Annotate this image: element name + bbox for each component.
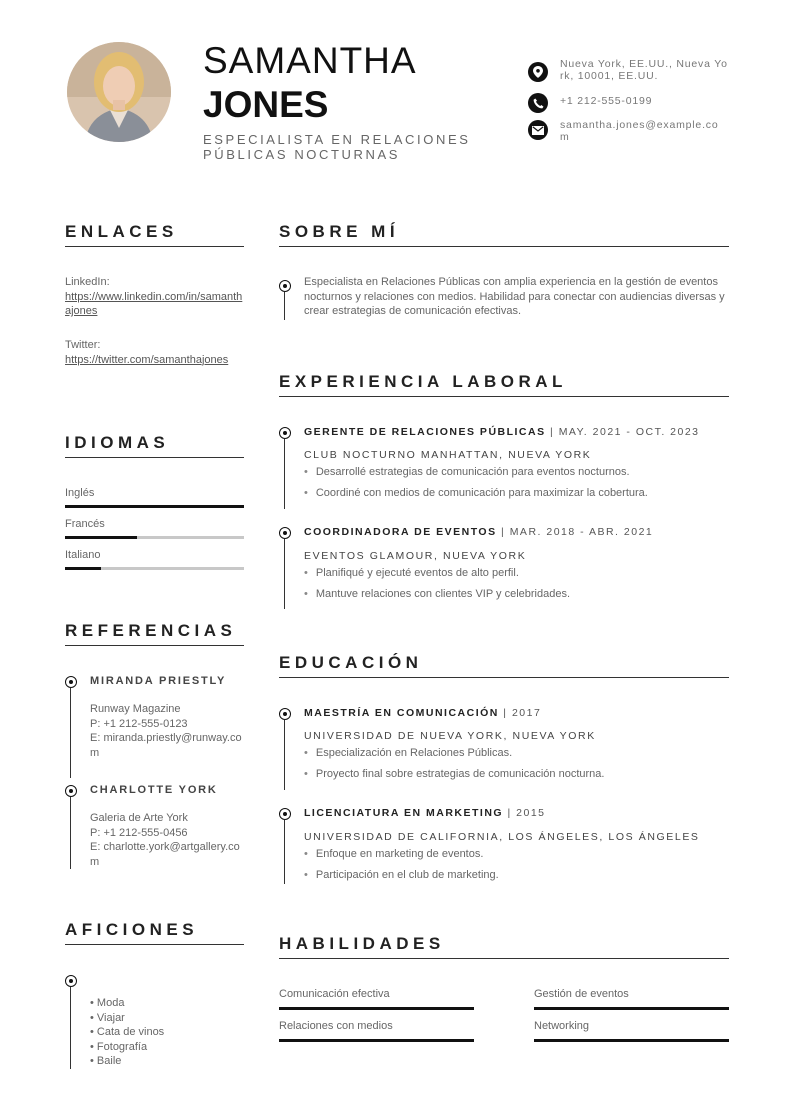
- about-heading: SOBRE MÍ: [279, 222, 400, 241]
- skill-label: Relaciones con medios: [279, 1020, 393, 1032]
- divider: [65, 944, 244, 945]
- experience-bullet: • Desarrollé estrategias de comunicación para eventos nocturnos.: [304, 466, 630, 479]
- language-bar: [65, 505, 244, 508]
- education-date: 2017: [511, 707, 542, 719]
- education-header: [304, 707, 541, 720]
- education-date: 2015: [516, 807, 546, 819]
- timeline-marker: [279, 427, 291, 439]
- reference-email: E: charlotte.york@artgallery.com: [90, 841, 240, 868]
- experience-heading: EXPERIENCIA LABORAL: [279, 372, 567, 391]
- references-heading: REFERENCIAS: [65, 621, 237, 640]
- timeline-line: [70, 987, 71, 1069]
- divider: [279, 958, 729, 959]
- timeline-marker: [65, 676, 77, 688]
- contact-phone-text: +1 212-555-0199: [560, 95, 653, 107]
- location-pin-icon: [528, 62, 548, 82]
- reference-details: [90, 811, 245, 869]
- contact-address: [528, 58, 728, 82]
- phone-icon: [528, 93, 548, 113]
- link-label: LinkedIn:: [65, 276, 110, 288]
- divider: [279, 677, 729, 678]
- timeline-marker: [279, 280, 291, 292]
- education-header: [304, 807, 546, 820]
- timeline-line: [284, 720, 285, 790]
- timeline-line: [284, 439, 285, 509]
- linkedin-link[interactable]: https://www.linkedin.com/in/samanthajones: [65, 290, 243, 317]
- language-bar: [65, 567, 244, 570]
- language-name: Francés: [65, 518, 105, 530]
- skills-heading: HABILIDADES: [279, 934, 445, 953]
- timeline-line: [284, 292, 285, 320]
- about-text: Especialista en Relaciones Públicas con amplia experiencia en la gestión de eventos nocturnos y relaciones con medios. Habilidad para conectar con audiencias diversas y crear estrategias de comunicación efectivas.: [304, 276, 725, 317]
- experience-bullet: • Coordiné con medios de comunicación para maximizar la cobertura.: [304, 487, 648, 500]
- timeline-line: [284, 539, 285, 609]
- skill-label: Networking: [534, 1020, 590, 1032]
- language-bar-fill: [65, 567, 101, 570]
- twitter-link[interactable]: https://twitter.com/samanthajones: [65, 353, 229, 366]
- experience-role: COORDINADORA DE EVENTOS: [304, 526, 497, 538]
- experience-org: CLUB NOCTURNO MANHATTAN, NUEVA YORK: [304, 449, 592, 461]
- separator: |: [507, 807, 512, 819]
- timeline-marker: [279, 808, 291, 820]
- link-linkedin: [65, 275, 244, 319]
- timeline-marker: [65, 975, 77, 987]
- divider: [65, 457, 244, 458]
- timeline-line: [284, 820, 285, 884]
- profile-photo: [67, 42, 171, 142]
- skill-label: Comunicación efectiva: [279, 988, 390, 1000]
- link-label: Twitter:: [65, 339, 101, 351]
- reference-name: CHARLOTTE YORK: [90, 784, 218, 796]
- divider: [279, 246, 729, 247]
- language-bar-fill: [65, 505, 244, 508]
- reference-details: [90, 702, 242, 760]
- experience-date: MAY. 2021 - OCT. 2023: [558, 426, 700, 438]
- education-bullet: • Especialización en Relaciones Públicas.: [304, 747, 512, 760]
- skill-bar: [279, 1039, 474, 1042]
- skill-bar: [534, 1039, 729, 1042]
- hobby-item: • Moda: [90, 996, 164, 1011]
- languages-heading: IDIOMAS: [65, 433, 170, 452]
- language-name: Inglés: [65, 487, 95, 499]
- education-degree: LICENCIATURA EN MARKETING: [304, 807, 504, 819]
- envelope-icon: [528, 120, 548, 140]
- contact-email-text: samantha.jones@example.com: [560, 119, 719, 143]
- contact-phone: [528, 93, 728, 113]
- hobby-item: • Cata de vinos: [90, 1025, 164, 1040]
- contact-email: [528, 119, 728, 143]
- hobby-item: • Fotografía: [90, 1040, 164, 1055]
- education-bullet: • Proyecto final sobre estrategias de comunicación nocturna.: [304, 768, 604, 781]
- education-org: UNIVERSIDAD DE CALIFORNIA, LOS ÁNGELES, LOS ÁNGELES: [304, 831, 700, 843]
- experience-bullet: • Planifiqué y ejecuté eventos de alto perfil.: [304, 567, 519, 580]
- divider: [65, 645, 244, 646]
- experience-date: MAR. 2018 - ABR. 2021: [509, 526, 654, 538]
- reference-company: Galeria de Arte York: [90, 812, 188, 824]
- language-name: Italiano: [65, 549, 101, 561]
- education-heading: EDUCACIÓN: [279, 653, 423, 672]
- timeline-marker: [279, 708, 291, 720]
- links-heading: ENLACES: [65, 222, 178, 241]
- reference-company: Runway Magazine: [90, 703, 181, 715]
- experience-header: [304, 526, 653, 539]
- reference-phone: P: +1 212-555-0456: [90, 826, 188, 839]
- divider: [65, 246, 244, 247]
- hobbies-heading: AFICIONES: [65, 920, 199, 939]
- separator: |: [550, 426, 555, 438]
- hobbies-list: [90, 996, 164, 1069]
- education-bullet: • Enfoque en marketing de eventos.: [304, 848, 483, 861]
- education-org: UNIVERSIDAD DE NUEVA YORK, NUEVA YORK: [304, 730, 596, 742]
- experience-bullet: • Mantuve relaciones con clientes VIP y celebridades.: [304, 588, 570, 601]
- timeline-marker: [65, 785, 77, 797]
- timeline-line: [70, 688, 71, 778]
- reference-email: E: miranda.priestly@runway.com: [90, 732, 242, 759]
- job-title: ESPECIALISTA EN RELACIONES PÚBLICAS NOCTURNAS: [203, 132, 471, 162]
- first-name: SAMANTHA: [203, 40, 417, 81]
- separator: |: [501, 526, 506, 538]
- language-bar: [65, 536, 244, 539]
- education-bullet: • Participación en el club de marketing.: [304, 869, 499, 882]
- last-name: JONES: [203, 84, 329, 125]
- experience-org: EVENTOS GLAMOUR, NUEVA YORK: [304, 550, 527, 562]
- link-twitter: [65, 338, 244, 367]
- hobby-item: • Viajar: [90, 1011, 164, 1026]
- skill-label: Gestión de eventos: [534, 988, 629, 1000]
- skill-bar: [279, 1007, 474, 1010]
- education-degree: MAESTRÍA EN COMUNICACIÓN: [304, 707, 499, 719]
- hobby-item: • Baile: [90, 1054, 164, 1069]
- language-bar-fill: [65, 536, 137, 539]
- reference-phone: P: +1 212-555-0123: [90, 717, 188, 730]
- divider: [279, 396, 729, 397]
- experience-role: GERENTE DE RELACIONES PÚBLICAS: [304, 426, 546, 438]
- timeline-line: [70, 797, 71, 869]
- experience-header: [304, 426, 700, 439]
- timeline-marker: [279, 527, 291, 539]
- contact-address-text: Nueva York, EE.UU., Nueva York, 10001, EE.UU.: [560, 58, 728, 82]
- skill-bar: [534, 1007, 729, 1010]
- separator: |: [503, 707, 508, 719]
- reference-name: MIRANDA PRIESTLY: [90, 675, 227, 687]
